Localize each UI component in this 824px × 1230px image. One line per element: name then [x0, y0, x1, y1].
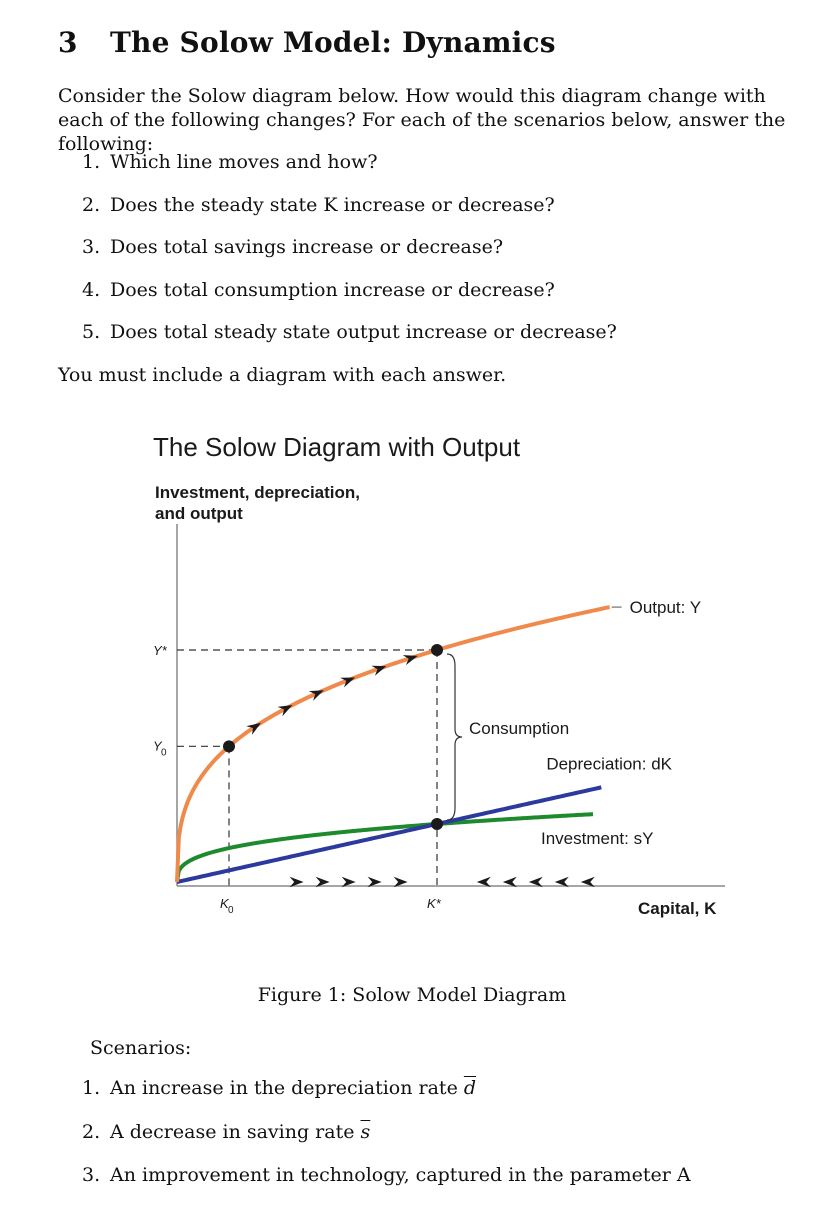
figure-caption: Figure 1: Solow Model Diagram — [257, 984, 567, 1006]
intro-paragraph: Consider the Solow diagram below. How would this diagram change with each of the following changes? For each of the scenarios below, answer the following: — [58, 85, 786, 155]
depreciation-line — [177, 787, 601, 882]
section-title: The Solow Model: Dynamics — [110, 26, 556, 59]
question-list — [82, 150, 617, 363]
question-item: 3. Does total savings increase or decrease? — [82, 236, 504, 258]
solow-diagram — [140, 420, 740, 940]
initial-output-point — [223, 740, 235, 752]
investment-curve — [177, 814, 593, 882]
question-item: 5. Does total steady state output increase or decrease? — [82, 321, 617, 343]
steady-state-output-point — [431, 644, 443, 656]
y0-label: Y — [153, 738, 162, 754]
question-item: 1. Which line moves and how? — [82, 151, 378, 173]
consumption-label: Consumption — [469, 719, 570, 738]
kstar-label: K* — [427, 896, 441, 911]
scenario-item: 1. An increase in the depreciation rate $\overline{d}$ — [82, 1077, 477, 1099]
scenario-item: 2. A decrease in saving rate $\overline{s}$ — [82, 1120, 371, 1143]
y0-subscript: 0 — [161, 747, 167, 759]
output-label: Output: Y — [629, 598, 702, 618]
y-axis-label-line2: and output — [155, 504, 243, 523]
question-item: 2. Does the steady state K increase or decrease? — [82, 193, 555, 216]
k0-subscript: 0 — [228, 905, 234, 916]
x-axis-label: Capital, K — [638, 899, 717, 918]
chart-title: The Solow Diagram with Output — [153, 432, 521, 462]
depreciation-label: Depreciation: dK — [546, 754, 673, 774]
y-axis-label-line1: Investment, depreciation, — [155, 483, 360, 502]
k0-label: K — [220, 896, 229, 911]
scenario-symbol: $\overline{d}$ — [463, 1077, 477, 1099]
consumption-brace — [447, 654, 462, 820]
scenario-list — [82, 1076, 691, 1207]
ystar-label: Y* — [153, 643, 167, 658]
scenario-symbol: $\overline{s}$ — [360, 1120, 371, 1143]
scenario-item: 3. An improvement in technology, captured in the parameter A — [82, 1164, 691, 1186]
investment-label: Investment: sY — [541, 829, 654, 849]
section-heading — [58, 26, 556, 59]
instruction-text: You must include a diagram with each answer. — [58, 364, 507, 386]
solow-figure — [140, 420, 740, 940]
section-number: 3 — [58, 26, 78, 59]
scenarios-heading: Scenarios: — [90, 1037, 192, 1059]
steady-state-investment-point — [431, 818, 443, 830]
plot-area — [153, 598, 701, 916]
question-item: 4. Does total consumption increase or decrease? — [82, 278, 555, 301]
